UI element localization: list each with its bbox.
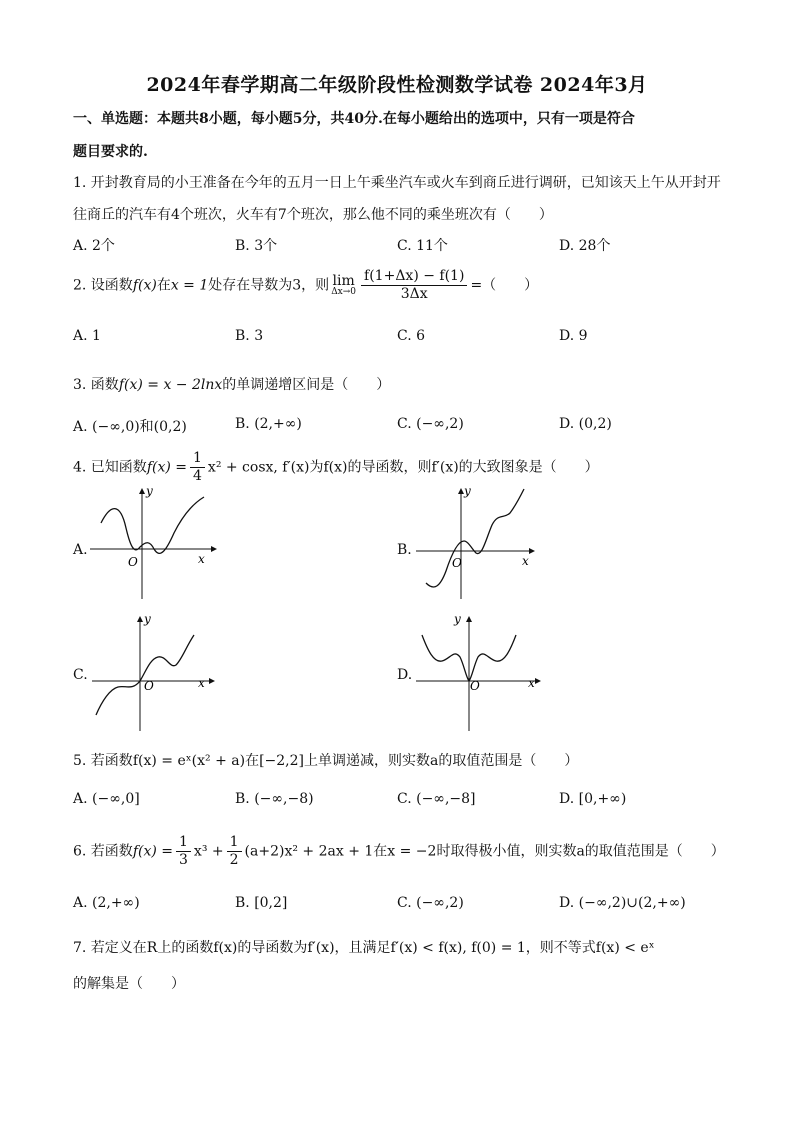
q3-prefix: 3. 函数 bbox=[73, 377, 119, 393]
question-2-text bbox=[73, 268, 538, 303]
q3-suffix: 的单调递增区间是（ ） bbox=[222, 377, 391, 393]
curve-b bbox=[426, 489, 524, 587]
limit-symbol bbox=[331, 274, 356, 297]
graph-label-b[interactable]: B. bbox=[397, 542, 412, 558]
option-b[interactable]: B. 3 bbox=[235, 328, 264, 344]
y-axis-label: y bbox=[454, 612, 461, 626]
x-axis-label: x bbox=[522, 554, 529, 568]
frac-numerator: 1 bbox=[190, 450, 205, 468]
section-heading-cont: 题目要求的. bbox=[73, 144, 148, 160]
graph-label-c[interactable]: C. bbox=[73, 667, 88, 683]
q6-prefix: 6. 若函数 bbox=[73, 843, 133, 860]
y-axis-label: y bbox=[464, 484, 471, 498]
option-c[interactable]: C. 11个 bbox=[397, 238, 448, 254]
y-axis-label: y bbox=[146, 484, 153, 498]
option-b[interactable]: B. (−∞,−8) bbox=[235, 791, 314, 807]
lim-sub: Δx→0 bbox=[331, 287, 357, 297]
q6-expr-a: f(x) = bbox=[132, 843, 173, 860]
frac-denominator: 3 bbox=[179, 852, 188, 868]
q6-expr-b: x³ + bbox=[193, 843, 224, 860]
q2-cond: x = 1 bbox=[170, 277, 209, 294]
q3-expr: f(x) = x − 2lnx bbox=[118, 377, 223, 393]
option-c[interactable]: C. (−∞,2) bbox=[397, 416, 464, 432]
q6-fraction-1 bbox=[176, 834, 191, 869]
frac-numerator: 1 bbox=[227, 834, 242, 852]
option-b[interactable]: B. (2,+∞) bbox=[235, 416, 302, 432]
q2-mid: 在 bbox=[156, 277, 171, 294]
question-5-text bbox=[73, 750, 578, 770]
question-3-text bbox=[73, 374, 390, 394]
option-d[interactable]: D. [0,+∞) bbox=[559, 791, 627, 807]
frac-numerator: 1 bbox=[176, 834, 191, 852]
q2-fx: f(x) bbox=[132, 277, 157, 294]
q4-expr-right: x² + cosx, f′(x)为f(x)的导函数，则f′(x)的大致图象是（ ） bbox=[207, 459, 599, 476]
graph-c[interactable] bbox=[86, 611, 222, 733]
q4-prefix: 4. 已知函数 bbox=[73, 459, 147, 476]
section-heading: 一、单选题：本题共8小题，每小题5分，共40分.在每小题给出的选项中，只有一项是符合 bbox=[73, 111, 635, 127]
option-a[interactable]: A. (2,+∞) bbox=[73, 895, 140, 911]
graph-d[interactable] bbox=[412, 611, 548, 733]
option-d[interactable]: D. 9 bbox=[559, 328, 588, 344]
x-axis-label: x bbox=[198, 552, 205, 566]
option-c[interactable]: C. (−∞,−8] bbox=[397, 791, 476, 807]
q4-expr-left: f(x) = bbox=[146, 459, 187, 476]
option-c[interactable]: C. 6 bbox=[397, 328, 426, 344]
origin-label: O bbox=[452, 556, 462, 570]
frac-denominator: 2 bbox=[229, 852, 239, 868]
x-axis-label: x bbox=[198, 676, 205, 690]
option-c[interactable]: C. (−∞,2) bbox=[397, 895, 464, 911]
option-d[interactable]: D. (−∞,2)∪(2,+∞) bbox=[559, 895, 686, 911]
q6-fraction-2 bbox=[227, 834, 242, 869]
question-1-text: 1. 开封教育局的小王准备在今年的五月一日上午乘坐汽车或火车到商丘进行调研，已知该天上午从开封开 bbox=[73, 175, 721, 191]
x-axis-label: x bbox=[528, 676, 535, 690]
option-b[interactable]: B. [0,2] bbox=[235, 895, 288, 911]
lim-text: lim bbox=[332, 273, 355, 289]
curve-c bbox=[96, 635, 194, 715]
option-a[interactable]: A. (−∞,0)和(0,2) bbox=[73, 419, 187, 435]
origin-label: O bbox=[470, 679, 480, 693]
page-title: 2024年春学期高二年级阶段性检测数学试卷 2024年3月 bbox=[146, 74, 648, 96]
q2-mid2: 处存在导数为3，则 bbox=[208, 277, 330, 294]
q2-suffix: =（ ） bbox=[470, 277, 539, 294]
question-4-text bbox=[73, 450, 599, 485]
q2-fraction bbox=[361, 268, 467, 303]
frac-numerator: f(1+Δx) − f(1) bbox=[361, 268, 467, 286]
option-a[interactable]: A. 1 bbox=[73, 328, 101, 344]
option-d[interactable]: D. 28个 bbox=[559, 238, 611, 254]
question-7-text-cont: 的解集是（ ） bbox=[73, 976, 185, 992]
frac-denominator: 4 bbox=[193, 468, 202, 484]
option-a[interactable]: A. 2个 bbox=[73, 238, 115, 254]
y-axis-label: y bbox=[144, 612, 151, 626]
q2-prefix: 2. 设函数 bbox=[73, 277, 133, 294]
question-6-text bbox=[73, 834, 725, 869]
option-a[interactable]: A. (−∞,0] bbox=[73, 791, 140, 807]
q4-fraction bbox=[190, 450, 205, 485]
curve-a bbox=[101, 497, 204, 553]
q5-expr: f(x) = eˣ(x² + a)在[−2,2]上单调递减，则实数a的取值范围是（ ） bbox=[132, 753, 579, 769]
q5-prefix: 5. 若函数 bbox=[73, 753, 133, 769]
q6-expr-c: (a+2)x² + 2ax + 1在x = −2时取得极小值，则实数a的取值范围是（ ） bbox=[244, 843, 725, 860]
origin-label: O bbox=[144, 679, 154, 693]
question-1-text-cont: 往商丘的汽车有4个班次，火车有7个班次，那么他不同的乘坐班次有（ ） bbox=[73, 207, 553, 223]
graph-b[interactable] bbox=[412, 483, 540, 601]
graph-label-a[interactable]: A. bbox=[73, 542, 88, 558]
option-b[interactable]: B. 3个 bbox=[235, 238, 278, 254]
frac-denominator: 3Δx bbox=[400, 286, 428, 302]
option-d[interactable]: D. (0,2) bbox=[559, 416, 612, 432]
origin-label: O bbox=[128, 555, 138, 569]
graph-a[interactable] bbox=[86, 483, 222, 601]
graph-label-d[interactable]: D. bbox=[397, 667, 413, 683]
question-7-text: 7. 若定义在R上的函数f(x)的导函数为f′(x)，且满足f′(x) < f(x), f(0) = 1，则不等式f(x) < eˣ bbox=[73, 940, 655, 956]
